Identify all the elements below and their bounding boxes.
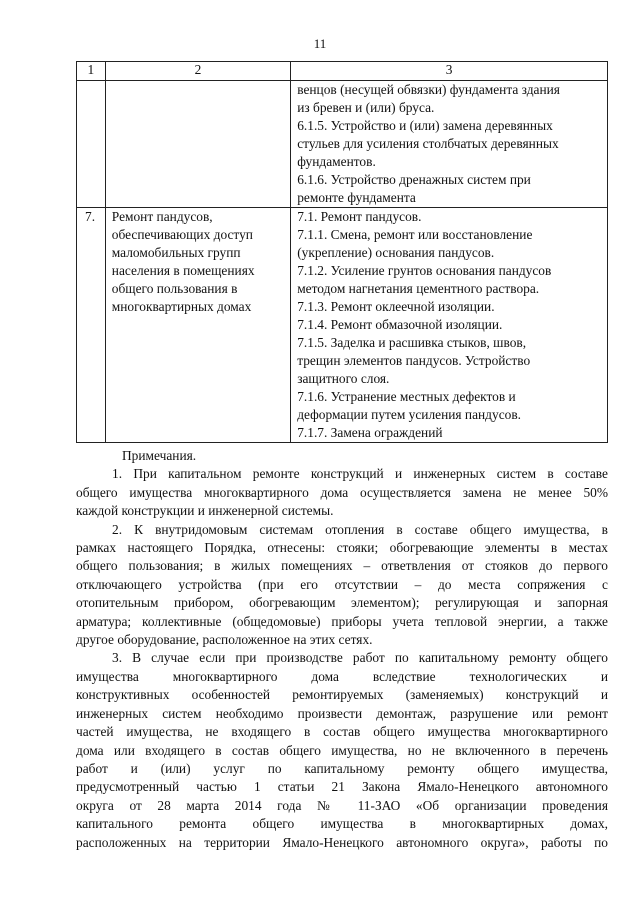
note-paragraph-1 — [76, 465, 608, 520]
paragraph-line: отключающего устройства (при его отсутствии – до места сопряжения с — [76, 576, 608, 592]
paragraph-line: другое оборудование, расположенное на этих сетях. — [76, 632, 373, 648]
paragraph-line: округа от 28 марта 2014 года № 11-ЗАО «Об организации проведения — [76, 797, 608, 813]
paragraph-line: общего пользования; в жилых помещениях – ответвления от стояков до первого — [76, 558, 608, 574]
paragraph-line: капитального ремонта общего имущества в многоквартирных домах, — [76, 816, 608, 832]
works-line: защитного слоя. — [297, 371, 390, 386]
header-col-3: 3 — [291, 62, 608, 81]
row-7-number: 7. — [77, 208, 106, 443]
paragraph-line: общего имущества многоквартирного дома осуществляется замена не менее 50% — [76, 484, 608, 500]
works-line: 6.1.5. Устройство и (или) замена деревянных — [297, 118, 553, 133]
works-line: из бревен и (или) бруса. — [297, 100, 435, 115]
table-row-7 — [77, 208, 608, 443]
name-line: Ремонт пандусов, — [111, 209, 213, 224]
works-table — [76, 61, 608, 443]
table-row-continuation — [77, 81, 608, 208]
works-line: стульев для усиления столбчатых деревянных — [297, 136, 559, 151]
works-line: 7.1.2. Усиление грунтов основания пандусов — [297, 263, 552, 278]
paragraph-line: имущества многоквартирного дома вследствие технологических и — [76, 668, 608, 684]
table-header-row — [77, 62, 608, 81]
works-line: 7.1.5. Заделка и расшивка стыков, швов, — [297, 335, 527, 350]
name-line: обеспечивающих доступ — [111, 227, 253, 242]
page-number: 11 — [313, 36, 327, 51]
name-line: общего пользования в — [111, 281, 238, 296]
paragraph-line: расположенных на территории Ямало-Ненецкого автономного округа», работы по — [76, 834, 608, 850]
paragraph-line: инженерных систем необходимо произвести демонтаж, разрушение или ремонт — [76, 705, 608, 721]
continuation-name-cell — [105, 81, 290, 208]
works-line: методом нагнетания цементного раствора. — [297, 281, 540, 296]
works-line: 7.1.3. Ремонт оклеечной изоляции. — [297, 299, 495, 314]
works-line: ремонте фундамента — [297, 190, 416, 205]
paragraph-line: предусмотренный частью 1 статьи 21 Закона Ямало-Ненецкого автономного — [76, 779, 608, 795]
row-7-works-cell — [291, 208, 608, 443]
paragraph-line: частей имущества, не входящего в состав общего имущества многоквартирного — [76, 724, 608, 740]
works-line: 7.1.6. Устранение местных дефектов и — [297, 389, 516, 404]
works-line: фундаментов. — [297, 154, 376, 169]
name-line: маломобильных групп — [111, 245, 241, 260]
name-line: многоквартирных домах — [111, 299, 252, 314]
header-col-2: 2 — [105, 62, 290, 81]
works-line: (укрепление) основания пандусов. — [297, 245, 495, 260]
paragraph-line: 3. В случае если при производстве работ по капитальному ремонту общего — [112, 650, 608, 666]
continuation-works-cell — [291, 81, 608, 208]
header-col-1: 1 — [77, 62, 106, 81]
paragraph-line: отопительным прибором, обогревающим элементом); регулирующая и запорная — [76, 595, 608, 611]
works-line: 7.1.4. Ремонт обмазочной изоляции. — [297, 317, 503, 332]
paragraph-line: 2. К внутридомовым системам отопления в составе общего имущества, в — [112, 521, 608, 537]
row-7-name-cell — [105, 208, 290, 443]
note-paragraph-2 — [76, 521, 608, 650]
works-line: 7.1. Ремонт пандусов. — [297, 209, 422, 224]
works-line: венцов (несущей обвязки) фундамента здания — [297, 82, 560, 97]
works-line: 7.1.1. Смена, ремонт или восстановление — [297, 227, 533, 242]
paragraph-line: арматура; коллективные (общедомовые) приборы учета тепловой энергии, а также — [76, 613, 608, 629]
works-line: трещин элементов пандусов. Устройство — [297, 353, 531, 368]
works-line: 6.1.6. Устройство дренажных систем при — [297, 172, 531, 187]
paragraph-line: каждой конструкции и инженерной системы. — [76, 503, 334, 519]
works-line: деформации путем усиления пандусов. — [297, 407, 521, 422]
paragraph-line: рамках настоящего Порядка, отнесены: стояки; обогревающие элементы в местах — [76, 540, 608, 556]
notes-section — [76, 447, 608, 852]
works-line: 7.1.7. Замена ограждений — [297, 425, 443, 440]
paragraph-line: работ и (или) услуг по капитальному ремонту общего имущества, — [76, 760, 608, 776]
notes-title: Примечания. — [122, 448, 197, 463]
continuation-number-cell — [77, 81, 106, 208]
paragraph-line: конструктивных особенностей ремонтируемых (заменяемых) конструкций и — [76, 687, 608, 703]
name-line: населения в помещениях — [111, 263, 255, 278]
note-paragraph-3 — [76, 649, 608, 851]
paragraph-line: дома или входящего в состав общего имущества, но не включенного в перечень — [76, 742, 608, 758]
paragraph-line: 1. При капитальном ремонте конструкций и инженерных систем в составе — [112, 466, 608, 482]
